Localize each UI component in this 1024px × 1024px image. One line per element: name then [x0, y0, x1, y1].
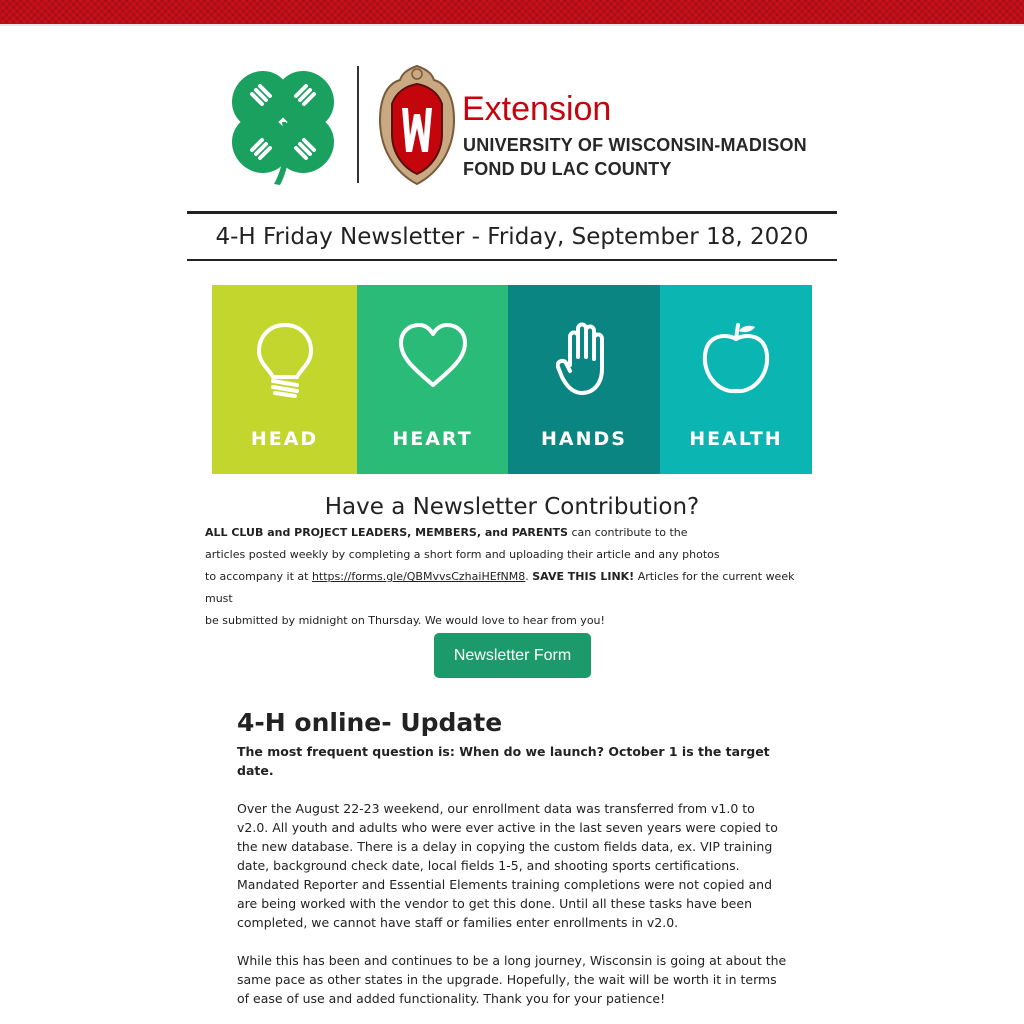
apple-icon — [701, 321, 771, 397]
banner-panel-hands — [508, 285, 660, 474]
4h-clover-icon — [222, 64, 352, 186]
top-decorative-band — [0, 0, 1024, 26]
banner-panel-head — [212, 285, 357, 474]
save-link-notice: SAVE THIS LINK! — [532, 570, 635, 583]
four-h-banner — [212, 285, 812, 474]
article-paragraph-2: While this has been and continues to be a long journey, Wisconsin is going at about the same pace as other states in the upgrade. Hopefully, the wait will be worth it in terms of ease of use and added functionality. Thank you for your patience! — [237, 953, 787, 1006]
newsletter-title: 4-H Friday Newsletter - Friday, September 18, 2020 — [215, 223, 809, 250]
article-heading: 4-H online- Update — [237, 708, 503, 737]
banner-label-head: HEAD — [250, 428, 319, 450]
banner-label-health: HEALTH — [689, 428, 783, 450]
banner-panel-health — [660, 285, 812, 474]
logo-divider — [357, 66, 359, 183]
contribution-text-2: articles posted weekly by completing a short form and uploading their article and any photos — [205, 548, 720, 561]
university-name: UNIVERSITY OF WISCONSIN-MADISON — [463, 135, 807, 155]
hand-icon — [556, 321, 612, 397]
extension-wordmark: Extension — [462, 90, 612, 128]
contribution-text-3: to accompany it at — [205, 570, 312, 583]
heart-icon — [397, 321, 469, 391]
uw-crest-icon — [378, 64, 456, 186]
banner-panel-heart — [357, 285, 508, 474]
contribution-body — [205, 522, 825, 632]
contribution-text-4: . — [525, 570, 533, 583]
newsletter-form-button[interactable]: Newsletter Form — [434, 633, 591, 678]
form-link[interactable]: https://forms.gle/QBMvvsCzhaiHEfNM8 — [311, 570, 526, 583]
lightbulb-icon — [255, 321, 315, 401]
contribution-text-6: be submitted by midnight on Thursday. We would love to hear from you! — [205, 614, 605, 627]
newsletter-title-bar — [187, 211, 837, 261]
online-update-article — [237, 706, 787, 1008]
article-paragraph-1: Over the August 22-23 weekend, our enrollment data was transferred from v1.0 to v2.0. All youth and adults who were ever active in the last seven years were copied to the new database. There is a delay in copying the custom fields data, ex. VIP training date, background check date, local fields 1-5, and shooting sports certifications. Mandated Reporter and Essential Elements training completions were not copied and are being worked with the vendor to get this done. Until all these tasks have been completed, we cannot have staff or families enter enrollments in v2.0. — [237, 801, 778, 930]
banner-label-hands: HANDS — [541, 428, 627, 450]
article-lead: The most frequent question is: When do we launch? October 1 is the target date. — [237, 744, 770, 778]
county-name: FOND DU LAC COUNTY — [463, 159, 672, 179]
contribution-text-5: Articles for the current week must — [205, 570, 795, 605]
contribution-bold-intro: ALL CLUB and PROJECT LEADERS, MEMBERS, and PARENTS — [205, 526, 568, 539]
header-logo — [222, 64, 822, 186]
banner-label-heart: HEART — [392, 428, 473, 450]
contribution-text-1: can contribute to the — [567, 526, 688, 539]
contribution-heading: Have a Newsletter Contribution? — [324, 494, 700, 520]
